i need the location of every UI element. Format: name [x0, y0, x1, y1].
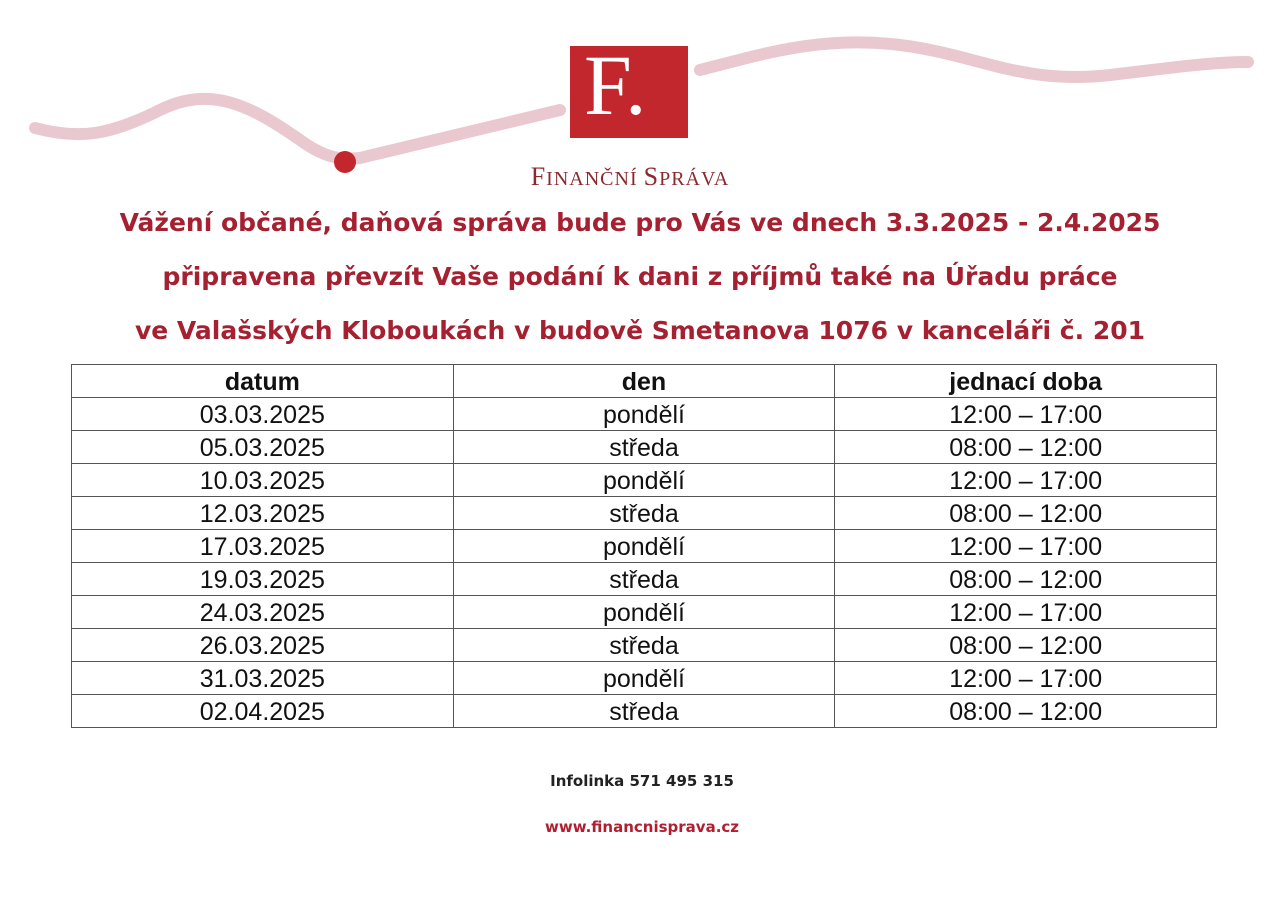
cell-date: 17.03.2025	[72, 530, 454, 563]
cell-day: středa	[453, 497, 835, 530]
table-row	[72, 695, 1217, 728]
cell-day: pondělí	[453, 464, 835, 497]
wave-red-dot	[334, 151, 356, 173]
cell-day: středa	[453, 563, 835, 596]
table-row	[72, 497, 1217, 530]
org-name-initial-s: S	[643, 162, 660, 191]
cell-day: středa	[453, 695, 835, 728]
cell-hours: 08:00 – 12:00	[835, 695, 1217, 728]
cell-hours: 08:00 – 12:00	[835, 563, 1217, 596]
cell-hours: 08:00 – 12:00	[835, 629, 1217, 662]
cell-hours: 08:00 – 12:00	[835, 497, 1217, 530]
table-row	[72, 629, 1217, 662]
cell-hours: 12:00 – 17:00	[835, 662, 1217, 695]
cell-date: 05.03.2025	[72, 431, 454, 464]
cell-date: 19.03.2025	[72, 563, 454, 596]
heading-line-1: Vážení občané, daňová správa bude pro Vás ve dnech 3.3.2025 - 2.4.2025	[119, 208, 1161, 237]
cell-day: pondělí	[453, 398, 835, 431]
table-row	[72, 530, 1217, 563]
cell-date: 03.03.2025	[72, 398, 454, 431]
schedule-table	[71, 364, 1217, 728]
cell-day: pondělí	[453, 596, 835, 629]
logo-f-icon	[570, 37, 688, 138]
column-header-jednaci-doba: jednací doba	[835, 365, 1217, 398]
wave-left-ribbon	[35, 99, 560, 159]
cell-hours: 12:00 – 17:00	[835, 464, 1217, 497]
cell-date: 26.03.2025	[72, 629, 454, 662]
org-name-part2: PRÁVA	[659, 168, 730, 190]
wave-right-ribbon	[700, 42, 1248, 77]
org-name-initial: F	[530, 162, 547, 191]
cell-hours: 08:00 – 12:00	[835, 431, 1217, 464]
cell-day: středa	[453, 629, 835, 662]
table-header-row	[72, 365, 1217, 398]
cell-date: 12.03.2025	[72, 497, 454, 530]
heading-line-2: připravena převzít Vaše podání k dani z příjmů také na Úřadu práce	[162, 262, 1118, 291]
cell-date: 24.03.2025	[72, 596, 454, 629]
cell-day: pondělí	[453, 662, 835, 695]
cell-day: středa	[453, 431, 835, 464]
heading-line-3: ve Valašských Kloboukách v budově Smetanova 1076 v kanceláři č. 201	[134, 316, 1146, 345]
cell-hours: 12:00 – 17:00	[835, 596, 1217, 629]
cell-hours: 12:00 – 17:00	[835, 530, 1217, 563]
table-row	[72, 563, 1217, 596]
cell-date: 10.03.2025	[72, 464, 454, 497]
cell-day: pondělí	[453, 530, 835, 563]
cell-date: 02.04.2025	[72, 695, 454, 728]
org-name-part1: INANČNÍ	[546, 168, 644, 190]
cell-hours: 12:00 – 17:00	[835, 398, 1217, 431]
infoline-phone: Infolinka 571 495 315	[550, 772, 734, 790]
org-name	[470, 162, 790, 192]
announcement-heading	[40, 196, 1240, 358]
logo-letter: F.	[584, 37, 647, 133]
column-header-datum: datum	[72, 365, 454, 398]
table-row	[72, 662, 1217, 695]
table-row	[72, 596, 1217, 629]
table-row	[72, 464, 1217, 497]
table-row	[72, 431, 1217, 464]
table-row	[72, 398, 1217, 431]
website-link[interactable]: www.financnisprava.cz	[544, 818, 740, 836]
cell-date: 31.03.2025	[72, 662, 454, 695]
column-header-den: den	[453, 365, 835, 398]
